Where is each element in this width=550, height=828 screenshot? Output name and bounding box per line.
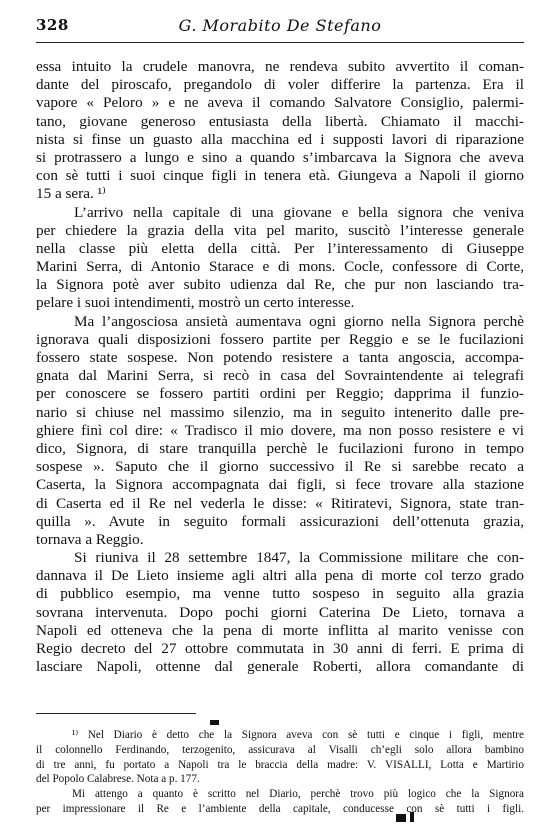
header-rule xyxy=(36,42,524,43)
text-line: sospese ». Saputo che il giorno successivo il Re si sarebbe recato a xyxy=(36,458,524,476)
text-line: Caserta, la Signora accompagnata dai figli, si fece trovare alla stazione xyxy=(36,476,524,494)
text-line: quilla ». Avute in seguito formali assicurazioni dell’ottenuta grazia, xyxy=(36,512,524,530)
text-line: Napoli ed otteneva che la pena di morte inflitta al marito venisse con xyxy=(36,621,524,639)
text-line: 15 a sera. ¹⁾ xyxy=(36,185,106,203)
footnotes xyxy=(36,728,524,817)
text-line: per chiedere la grazia della vita pel marito, suscitò l’interesse generale xyxy=(36,221,524,239)
footnote-line: per impressionare il Re e l’ambiente della capitale, conducesse con sè tutti i figli. xyxy=(36,802,524,815)
text-line: tano, giovane generoso entusiasta della libertà. Chiamato il macchi- xyxy=(36,112,524,130)
text-line: si protrassero a lungo e sino a quando s’imbarcava la Signora che aveva xyxy=(36,148,524,166)
text-line: nista si finse un guasto alla macchina ed i supposti lavori di riparazione xyxy=(36,130,524,148)
text-line: L’arrivo nella capitale di una giovane e bella signora che veniva xyxy=(74,203,524,221)
ink-blot xyxy=(210,720,219,725)
running-head: G. Morabito De Stefano xyxy=(178,16,382,35)
text-line: la Signora potè aver subito udienza dal Re, che pur non lasciando tra- xyxy=(36,276,524,294)
text-line: gnata dal Marini Serra, si recò in casa del Sovraintendente ai telegrafi xyxy=(36,367,524,385)
main-text xyxy=(36,58,524,676)
text-line: per conoscere se fossero partiti ordini per Reggio; dapprima il funzio- xyxy=(36,385,524,403)
text-line: essa intuito la crudele manovra, ne rendeva subito avvertito il coman- xyxy=(36,58,524,75)
text-line: di Caserta ed il Re nel vederla le disse: « Ritiratevi, Signora, state tran- xyxy=(36,494,524,512)
footnote-rule xyxy=(36,713,196,714)
text-line: nario si chiuse nel massimo silenzio, ma in seguito intenerito dalle pre- xyxy=(36,403,524,421)
text-line: ignorava quali disposizioni fossero partite per Reggio e se le fucilazioni xyxy=(36,330,524,348)
footnote-line: di tre anni, fu portato a Napoli tra le braccia della madre: V. VISALLI, Lotta e Martirio xyxy=(36,758,524,771)
footnote-line: del Popolo Calabrese. Nota a p. 177. xyxy=(36,773,200,786)
text-line: fossero state sospese. Non potendo resistere a tanta angoscia, accompa- xyxy=(36,349,524,366)
text-line: Ma l’angosciosa ansietà aumentava ogni giorno nella Signora perchè xyxy=(74,312,524,330)
text-line: tornava a Reggio. xyxy=(36,530,144,548)
text-line: Regio decreto del 27 ottobre commutata in 30 anni di ferri. E prima di xyxy=(36,640,524,657)
text-line: Si riuniva il 28 settembre 1847, la Commissione militare che con- xyxy=(74,549,524,567)
text-line: ghiere finì col dire: « Tradisco il mio dovere, ma non posso resistere e vi xyxy=(36,421,524,439)
text-line: sovrana intervenuta. Dopo pochi giorni Caterina De Lieto, tornava a xyxy=(36,603,524,621)
text-line: pelare i suoi intendimenti, mostrò un certo interesse. xyxy=(36,294,355,312)
text-line: dannava il De Lieto insieme agli altri alla pena di morte col terzo grado xyxy=(36,567,524,585)
text-line: lasciare Napoli, ottenne dal generale Roberti, allora comandante di xyxy=(36,658,524,676)
text-line: con sè tutti i suoi cinque figli in tenera età. Giungeva a Napoli il giorno xyxy=(36,167,524,185)
footnote-line: il colonnello Ferdinando, terzogenito, assicurava al Visalli ch’egli solo allora bambino xyxy=(36,743,524,756)
page-header xyxy=(36,10,524,34)
text-line: dico, Signora, di stare tranquilla perchè le fucilazioni furono in tempo xyxy=(36,439,524,457)
text-line: di pubblico esempio, ma venne tutto sospeso in seguito alla grazia xyxy=(36,585,524,603)
footnote-line: ¹⁾ Nel Diario è detto che la Signora aveva con sè tutti e cinque i figli, mentre xyxy=(72,729,524,741)
text-line: Marini Serra, di Antonio Starace e di mons. Cocle, confessore di Corte, xyxy=(36,258,524,276)
text-line: dante del piroscafo, pregandolo di voler differire la partenza. Era il xyxy=(36,76,524,94)
page-number: 328 xyxy=(36,16,69,34)
text-line: nella classe più eletta della città. Per l’interessamento di Giuseppe xyxy=(36,239,524,257)
text-line: vapore « Peloro » e ne aveva il comando Salvatore Consiglio, palermi- xyxy=(36,94,524,112)
footnote-line: Mi attengo a quanto è scritto nel Diario, perchè trovo più logico che la Signora xyxy=(72,788,524,801)
